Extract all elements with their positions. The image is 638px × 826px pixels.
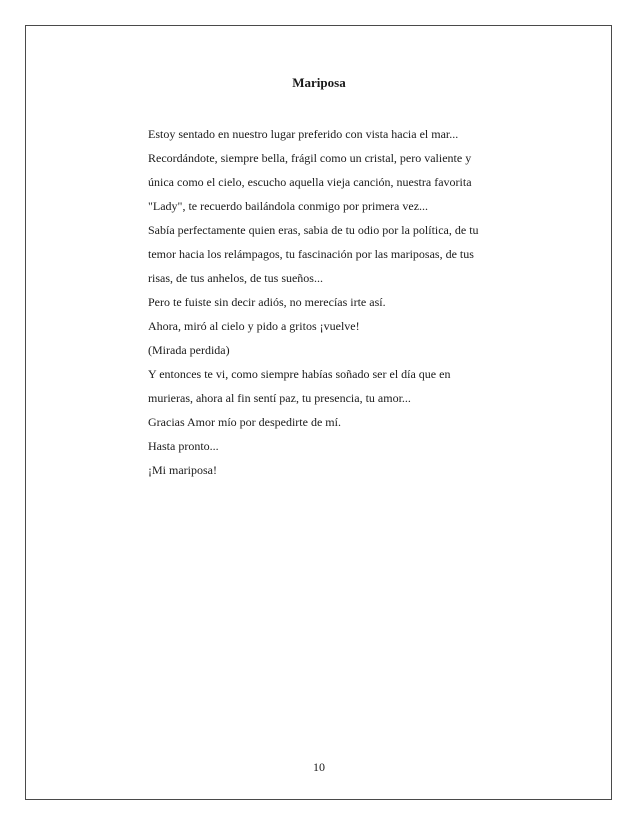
paragraph-7: Y entonces te vi, como siempre habías soñado ser el día que en murieras, ahora al fin sentí paz, tu presencia, tu amor... xyxy=(148,367,451,405)
paragraph-3: Sabía perfectamente quien eras, sabia de tu odio por la política, de tu temor hacia los relámpagos, tu fascinación por las mariposas, de tus risas, de tus anhelos, de tus sueños... xyxy=(148,223,479,285)
paragraph-9: Hasta pronto... xyxy=(148,439,219,453)
paragraph-4: Pero te fuiste sin decir adiós, no merecías irte así. xyxy=(148,295,386,309)
paragraph-10: ¡Mi mariposa! xyxy=(148,463,217,477)
page-title: Mariposa xyxy=(292,75,346,90)
paragraph-2: Recordándote, siempre bella, frágil como un cristal, pero valiente y única como el cielo, escucho aquella vieja canción, nuestra favorita "Lady", te recuerdo bailándola conmigo por primera vez... xyxy=(148,151,472,213)
paragraph-8: Gracias Amor mío por despedirte de mí. xyxy=(148,415,341,429)
paragraph-1: Estoy sentado en nuestro lugar preferido con vista hacia el mar... xyxy=(148,127,459,141)
paragraph-6: (Mirada perdida) xyxy=(148,343,230,357)
page-number: 10 xyxy=(313,760,325,774)
body-text xyxy=(148,122,498,482)
paragraph-5: Ahora, miró al cielo y pido a gritos ¡vuelve! xyxy=(148,319,360,333)
